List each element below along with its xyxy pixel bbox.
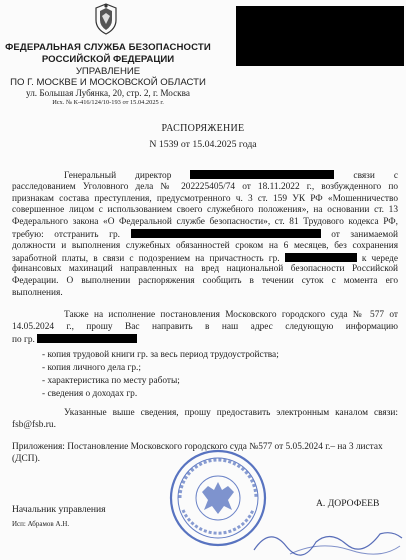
p1-text: заработной платы, в связи с подозрением на причастность гр. xyxy=(12,253,280,264)
p1-line-5: Федерального закона «О Федеральной службе безопасности», ст. 81 Трудового кодекса РФ, xyxy=(12,217,398,228)
p1-line-9: финансовых махинаций направленных на вред национальной безопасности Российской xyxy=(12,264,398,275)
fsb-emblem-icon xyxy=(92,2,120,36)
signatory-name: А. ДОРОФЕЕВ xyxy=(316,498,380,509)
attachment-line-1: Приложения: Постановление Московского городского суда №577 от 5.05.2024 г.– на 3 листах xyxy=(12,442,383,452)
p2-line-2: 14.05.2024 г., прошу Вас направить в наш адрес следующую информацию xyxy=(12,321,398,332)
p3-email[interactable]: fsb@fsb.ru. xyxy=(12,419,56,430)
redaction-block-top xyxy=(236,6,404,66)
list-item: - сведения о доходах гр. xyxy=(42,389,138,399)
attachment-line-2: (ДСП). xyxy=(12,453,40,464)
header-line-4: ПО Г. МОСКВЕ И МОСКОВСКОЙ ОБЛАСТИ xyxy=(10,77,206,88)
executor-note: Исп: Абрамов А.Н. xyxy=(12,520,70,528)
list-item: - характеристика по месту работы; xyxy=(42,376,180,386)
paragraph-3 xyxy=(12,408,398,432)
p1-text: Генеральный директор xyxy=(64,171,172,181)
p1-line-10: Федерации. О выполнении распоряжения сообщить в течении суток с момента его xyxy=(12,276,398,287)
list-item: - копия трудовой книги гр. за весь период трудоустройства; xyxy=(42,350,279,360)
p1-text: связи с xyxy=(353,171,398,181)
header-address: ул. Большая Лубянка, 20, стр. 2, г. Москва xyxy=(26,88,190,98)
redaction-name-3 xyxy=(285,253,357,262)
p2-line-1: Также на исполнение постановления Московского городского суда № 577 от xyxy=(64,310,398,320)
handwritten-signature-icon xyxy=(250,520,406,560)
p1-line-6 xyxy=(12,229,398,241)
paragraph-2 xyxy=(12,310,398,345)
p1-line-4: совершенное лицом с использованием своего служебного положения», на основании ст. 13 xyxy=(12,205,398,216)
p1-line-3: признакам состава преступления, предусмотренного ч. 3 ст. 159 УК РФ «Мошенничество xyxy=(12,193,398,204)
p1-line-1 xyxy=(12,170,398,182)
redaction-name-1 xyxy=(190,170,334,179)
header-line-2: РОССИЙСКОЙ ФЕДЕРАЦИИ xyxy=(41,54,175,65)
p1-text: к череде xyxy=(361,253,398,264)
p1-line-11: выполнения. xyxy=(12,287,63,298)
p1-text: от занимаемой xyxy=(331,229,398,240)
header-line-3: УПРАВЛЕНИЕ xyxy=(75,66,141,77)
p1-text: требую: отстранить гр. xyxy=(12,229,120,240)
p2-line-3 xyxy=(12,334,398,346)
header-outgoing-number: Исх. № К-416/124/10-193 от 15.04.2025 г. xyxy=(52,99,164,106)
document-title: РАСПОРЯЖЕНИЕ xyxy=(161,123,245,134)
document-number: N 1539 от 15.04.2025 года xyxy=(149,139,257,150)
p1-line-2: расследованием Уголовного дела № 202225405/74 от 18.11.2022 г., возбужденного по xyxy=(12,181,398,192)
signatory-position: Начальник управления xyxy=(12,504,106,515)
header-line-1: ФЕДЕРАЛЬНАЯ СЛУЖБА БЕЗОПАСНОСТИ xyxy=(5,42,211,53)
redaction-name-4 xyxy=(37,334,137,343)
p2-text: по гр. xyxy=(12,334,35,345)
p3-line-1: Указанные выше сведения, прошу предоставить электронным каналом связи: xyxy=(64,408,398,418)
redaction-name-2 xyxy=(131,229,321,238)
paragraph-1 xyxy=(12,170,398,300)
p1-line-8 xyxy=(12,253,398,265)
list-item: - копия личного дела гр.; xyxy=(42,363,141,373)
p1-line-7: должности и выполнения служебных обязанностей сроком на 6 месяцев, без сохранения xyxy=(12,240,398,251)
